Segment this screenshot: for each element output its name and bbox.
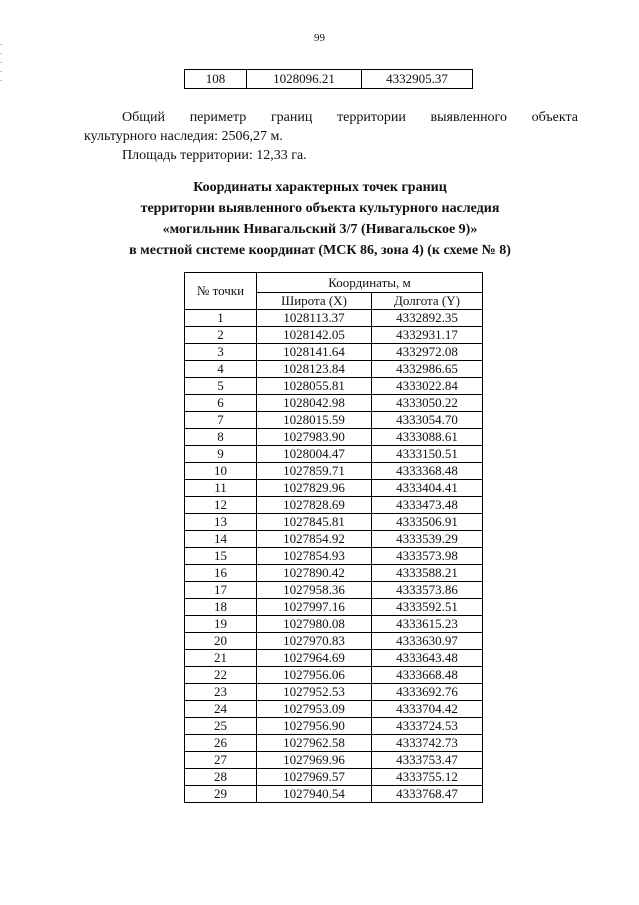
y-coordinate-cell: 4333150.51 (372, 446, 483, 463)
table-row (185, 684, 483, 701)
table-row (185, 70, 473, 89)
section-heading (60, 177, 580, 261)
x-coordinate-cell: 1027940.54 (257, 786, 372, 803)
column-header-x: Широта (X) (257, 293, 372, 310)
point-number-cell: 19 (185, 616, 257, 633)
point-number-cell: 27 (185, 752, 257, 769)
y-coordinate-cell: 4333592.51 (372, 599, 483, 616)
y-coordinate-cell: 4333768.47 (372, 786, 483, 803)
point-number-cell: 4 (185, 361, 257, 378)
y-coordinate-cell: 4333692.76 (372, 684, 483, 701)
point-number-cell: 24 (185, 701, 257, 718)
x-coordinate-cell: 1027845.81 (257, 514, 372, 531)
y-coordinate-cell: 4333054.70 (372, 412, 483, 429)
table-row (185, 344, 483, 361)
point-number-cell: 5 (185, 378, 257, 395)
table-row (185, 616, 483, 633)
y-coordinate-cell: 4332986.65 (372, 361, 483, 378)
y-coordinate-cell: 4333630.97 (372, 633, 483, 650)
x-coordinate-cell: 1027983.90 (257, 429, 372, 446)
x-coordinate-cell: 1027958.36 (257, 582, 372, 599)
y-coordinate-cell: 4333742.73 (372, 735, 483, 752)
table-row (185, 548, 483, 565)
point-number-cell: 14 (185, 531, 257, 548)
table-row (185, 752, 483, 769)
x-coordinate-cell: 1027970.83 (257, 633, 372, 650)
point-number-cell: 20 (185, 633, 257, 650)
heading-line: в местной системе координат (МСК 86, зона 4) (к схеме № 8) (129, 243, 511, 258)
y-coordinate-cell: 4333404.41 (372, 480, 483, 497)
table-row (185, 378, 483, 395)
x-coordinate-cell: 1028042.98 (257, 395, 372, 412)
table-row (185, 463, 483, 480)
point-number-cell: 3 (185, 344, 257, 361)
table-row (185, 650, 483, 667)
table-row (185, 361, 483, 378)
y-coordinate-cell: 4333539.29 (372, 531, 483, 548)
table-row (185, 582, 483, 599)
point-number-cell: 6 (185, 395, 257, 412)
x-coordinate-cell: 1027953.09 (257, 701, 372, 718)
y-coordinate-cell: 4333088.61 (372, 429, 483, 446)
point-number-cell: 13 (185, 514, 257, 531)
x-coordinate-cell: 1028123.84 (257, 361, 372, 378)
point-number-cell: 12 (185, 497, 257, 514)
point-number-cell: 22 (185, 667, 257, 684)
table-row (185, 786, 483, 803)
y-coordinate-cell: 4333704.42 (372, 701, 483, 718)
x-coordinate-cell: 1027964.69 (257, 650, 372, 667)
table-row (185, 497, 483, 514)
table-row (185, 599, 483, 616)
table-header-row (185, 273, 483, 293)
y-coordinate-cell: 4333588.21 (372, 565, 483, 582)
y-coordinate-cell: 4333573.98 (372, 548, 483, 565)
perimeter-text-continuation: культурного наследия: 2506,27 м. (84, 129, 283, 144)
point-number-cell: 17 (185, 582, 257, 599)
point-number-cell: 11 (185, 480, 257, 497)
y-coordinate-cell: 4333050.22 (372, 395, 483, 412)
y-coordinate-cell: 4333368.48 (372, 463, 483, 480)
column-header-y: Долгота (Y) (372, 293, 483, 310)
table-row (185, 327, 483, 344)
x-coordinate-cell: 1027828.69 (257, 497, 372, 514)
x-coordinate-cell: 1028113.37 (257, 310, 372, 327)
heading-line: «могильник Нивагальский 3/7 (Нивагальское 9)» (162, 222, 478, 237)
point-number-cell: 15 (185, 548, 257, 565)
x-coordinate-cell: 1027952.53 (257, 684, 372, 701)
x-coordinate-cell: 1027969.57 (257, 769, 372, 786)
y-coordinate-cell: 4333615.23 (372, 616, 483, 633)
coordinates-table (184, 272, 483, 803)
x-coordinate-cell: 1027890.42 (257, 565, 372, 582)
point-number-cell: 1 (185, 310, 257, 327)
x-coordinate-cell: 1028015.59 (257, 412, 372, 429)
table-row (185, 667, 483, 684)
x-coordinate-cell: 1028096.21 (247, 70, 362, 89)
table-row (185, 480, 483, 497)
x-coordinate-cell: 1027956.06 (257, 667, 372, 684)
point-number-cell: 8 (185, 429, 257, 446)
x-coordinate-cell: 1027962.58 (257, 735, 372, 752)
table-row (185, 701, 483, 718)
y-coordinate-cell: 4333668.48 (372, 667, 483, 684)
y-coordinate-cell: 4333753.47 (372, 752, 483, 769)
y-coordinate-cell: 4333473.48 (372, 497, 483, 514)
table-row (185, 412, 483, 429)
y-coordinate-cell: 4333755.12 (372, 769, 483, 786)
x-coordinate-cell: 1028055.81 (257, 378, 372, 395)
x-coordinate-cell: 1027854.93 (257, 548, 372, 565)
table-row (185, 565, 483, 582)
point-number-cell: 26 (185, 735, 257, 752)
point-number-cell: 108 (185, 70, 247, 89)
y-coordinate-cell: 4332931.17 (372, 327, 483, 344)
table-row (185, 395, 483, 412)
x-coordinate-cell: 1027997.16 (257, 599, 372, 616)
y-coordinate-cell: 4332892.35 (372, 310, 483, 327)
table-row (185, 531, 483, 548)
x-coordinate-cell: 1027969.96 (257, 752, 372, 769)
x-coordinate-cell: 1028141.64 (257, 344, 372, 361)
y-coordinate-cell: 4333022.84 (372, 378, 483, 395)
point-number-cell: 9 (185, 446, 257, 463)
previous-table-fragment (184, 69, 473, 89)
point-number-cell: 2 (185, 327, 257, 344)
y-coordinate-cell: 4332972.08 (372, 344, 483, 361)
column-header-point: № точки (185, 273, 257, 310)
point-number-cell: 25 (185, 718, 257, 735)
table-row (185, 718, 483, 735)
point-number-cell: 7 (185, 412, 257, 429)
table-row (185, 735, 483, 752)
point-number-cell: 23 (185, 684, 257, 701)
column-header-coordinates: Координаты, м (257, 273, 483, 293)
y-coordinate-cell: 4333643.48 (372, 650, 483, 667)
perimeter-text: Общий периметр границ территории выявленного объекта (122, 110, 578, 125)
table-row (185, 769, 483, 786)
table-row (185, 429, 483, 446)
table-row (185, 514, 483, 531)
point-number-cell: 28 (185, 769, 257, 786)
x-coordinate-cell: 1028142.05 (257, 327, 372, 344)
x-coordinate-cell: 1028004.47 (257, 446, 372, 463)
x-coordinate-cell: 1027829.96 (257, 480, 372, 497)
point-number-cell: 21 (185, 650, 257, 667)
x-coordinate-cell: 1027854.92 (257, 531, 372, 548)
page-number: 99 (314, 32, 325, 44)
heading-line: территории выявленного объекта культурного наследия (140, 201, 500, 216)
table-row (185, 446, 483, 463)
point-number-cell: 18 (185, 599, 257, 616)
area-text: Площадь территории: 12,33 га. (122, 148, 307, 163)
y-coordinate-cell: 4333724.53 (372, 718, 483, 735)
x-coordinate-cell: 1027980.08 (257, 616, 372, 633)
point-number-cell: 29 (185, 786, 257, 803)
margin-marks: - - - - - (0, 40, 3, 84)
point-number-cell: 10 (185, 463, 257, 480)
point-number-cell: 16 (185, 565, 257, 582)
x-coordinate-cell: 1027956.90 (257, 718, 372, 735)
table-row (185, 310, 483, 327)
y-coordinate-cell: 4332905.37 (362, 70, 473, 89)
x-coordinate-cell: 1027859.71 (257, 463, 372, 480)
heading-line: Координаты характерных точек границ (193, 180, 447, 195)
y-coordinate-cell: 4333506.91 (372, 514, 483, 531)
table-body (185, 310, 483, 803)
y-coordinate-cell: 4333573.86 (372, 582, 483, 599)
table-row (185, 633, 483, 650)
